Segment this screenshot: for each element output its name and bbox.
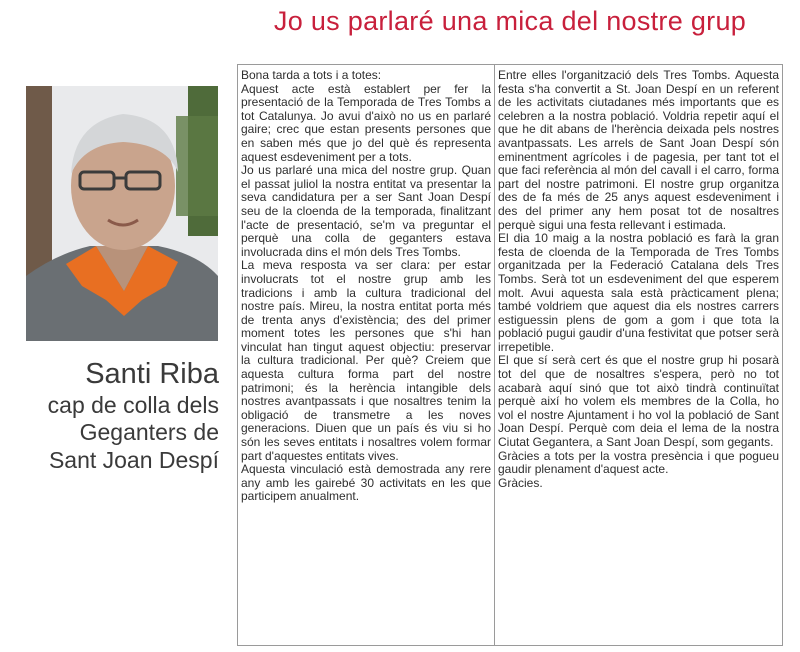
author-role: cap de colla dels Geganters de Sant Joan Despí: [47, 391, 219, 473]
paragraph: El que sí serà cert és que el nostre grup hi posarà tot del que de nosaltres s'espera, però no tot acabarà aquí sinó que tot això tindrà continuïtat perquè així ho volem els membres de la Colla, ho vol el nostre Ajuntament i ho vol la població de Sant Joan Despí. Perquè com deia el lema de la nostra Ciutat Gegantera, a Sant Joan Despí, som gegants.: [498, 353, 779, 450]
paragraph: Bona tarda a tots i a totes:: [241, 68, 382, 82]
author-byline: [20, 357, 219, 475]
paragraph: Jo us parlaré una mica del nostre grup. Quan el passat juliol la nostra entitat va presentar la seva candidatura per a ser Sant Joan Despí seu de la cloenda de la temporada, finalitzant l'acte de presentació, se'm va preguntar el perquè una colla de geganters estava involucrada dins el món dels Tres Tombs.: [241, 163, 491, 259]
paragraph: Gràcies a tots per la vostra presència i que pogueu gaudir plenament d'aquest acte.: [498, 448, 779, 477]
article-title: Jo us parlaré una mica del nostre grup: [273, 6, 747, 36]
paragraph: El dia 10 maig a la nostra població es farà la gran festa de cloenda de la Temporada de Tres Tombs organitzada per la Federació Catalana dels Tres Tombs. Serà tot un esdeveniment del que esperem molt. Avui aquesta sala està pràcticament plena; també voldriem que aquest dia els nostres carrers estiguessin plens de gom a gom i que tota la població pugui gaudir d'una festivitat que potser serà irrepetible.: [498, 231, 779, 354]
paragraph: Entre elles l'organització dels Tres Tombs. Aquesta festa s'ha convertit a St. Joan Despí en un referent de les activitats ciutadanes més importants que es celebren a la nostra població. Voldria repetir aquí el que he dit abans de l'herència deixada pels nostres avantpassats. Les arrels de Sant Joan Despí són eminentment agrícoles i de pagesia, per tant tot el que faci referència al món del cavall i el carro, forma part del nostre patrimoni. El nostre grup organitza des de fa més de 25 anys aquest esdeveniment i des del primer any hem posat tot de nosaltres perquè sigui una festa rellevant i estimada.: [498, 68, 779, 232]
paragraph: Gràcies.: [498, 475, 543, 490]
text-column-1: [237, 64, 494, 646]
author-photo: [26, 86, 218, 341]
text-column-2: [494, 64, 783, 646]
author-name: Santi Riba: [85, 358, 219, 390]
paragraph: Aquest acte està establert per fer la presentació de la Temporada de Tres Tombs a tot Catalunya. Jo avui d'això no us en parlaré gaire; crec que estan presents persones que en saben més que jo del què és representa aquest esdeveniment per a tots.: [241, 81, 491, 164]
paragraph: Aquesta vinculació està demostrada any rere any amb les gairebé 30 activitats en les que participem anualment.: [241, 462, 491, 504]
paragraph: La meva resposta va ser clara: per estar involucrats tot el nostre grup amb les tradicions i amb la cultura tradicional del nostre país. Mireu, la nostra entitat porta més de trenta anys d'existència; des del primer moment totes les persones que s'hi han vinculat han tingut aquest objectiu: preservar la cultura tradicional. Per què? Creiem que aquesta cultura forma part del nostre patrimoni; és la herència intangible dels nostres avantpassats i que nosaltres tenim la obligació de transmetre a les noves generacions. Diuen que un país és viu si ho són les seves entitats i nosaltres volem formar part d'aquestes entitats vives.: [241, 258, 491, 463]
